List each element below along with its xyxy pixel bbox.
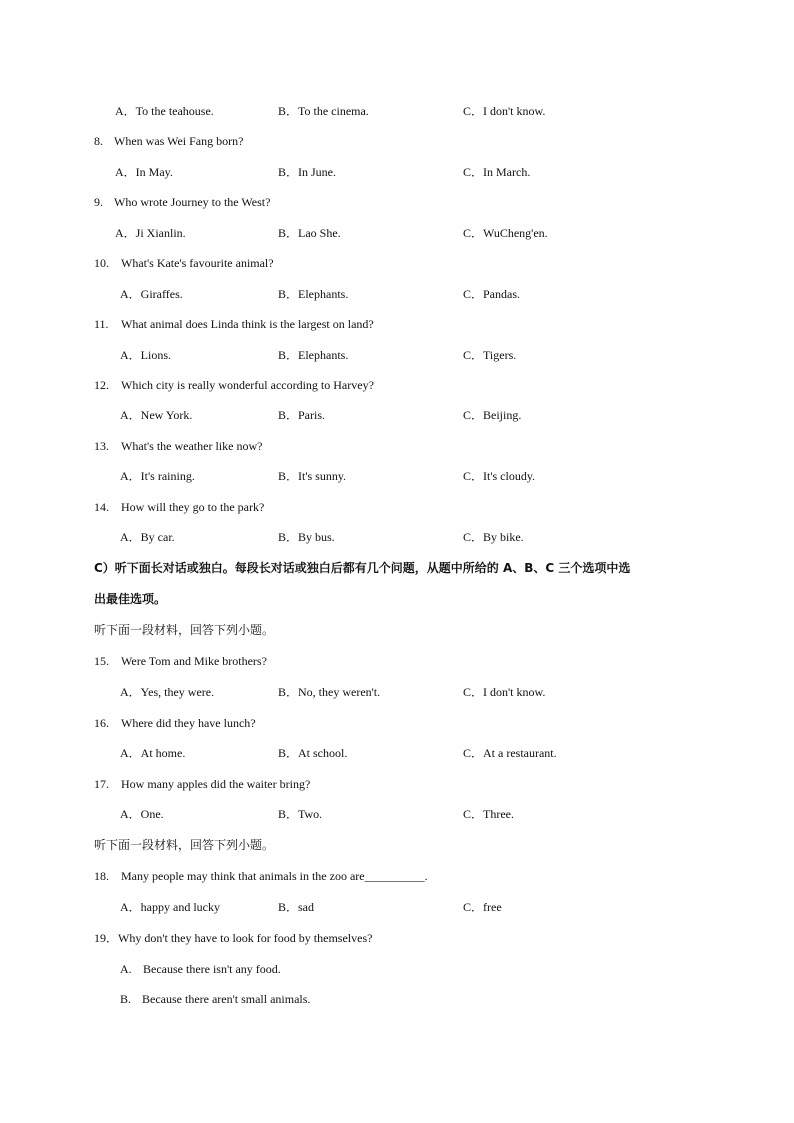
option-a[interactable]: A．It's raining. xyxy=(120,469,195,483)
question-number: 11. xyxy=(94,317,109,331)
instruction-text: 听下面一段材料，回答下列小题。 xyxy=(94,623,275,637)
suboption-text: Because there aren't small animals. xyxy=(142,992,311,1006)
option-c[interactable]: C．It's cloudy. xyxy=(463,469,536,483)
question-number: 9. xyxy=(94,195,103,209)
option-a[interactable]: A．Yes, they were. xyxy=(120,685,215,699)
option-a[interactable]: A．To the teahouse. xyxy=(115,104,214,118)
question-text: What animal does Linda think is the largest on land? xyxy=(121,317,374,331)
suboption-text: Because there isn't any food. xyxy=(143,962,281,976)
section-heading-continued: 出最佳选项。 xyxy=(94,592,167,606)
option-c[interactable]: C．WuCheng'en. xyxy=(463,226,548,240)
option-b[interactable]: B．Elephants. xyxy=(278,287,349,301)
question-text: How will they go to the park? xyxy=(121,500,265,514)
question-number: 17. xyxy=(94,777,109,791)
option-a[interactable]: A．Lions. xyxy=(120,348,172,362)
option-c[interactable]: C．I don't know. xyxy=(463,104,546,118)
question-text: Where did they have lunch? xyxy=(121,716,256,730)
option-c[interactable]: C．In March. xyxy=(463,165,531,179)
option-a[interactable]: A．In May. xyxy=(115,165,173,179)
question-number: 18. xyxy=(94,869,109,883)
option-a[interactable]: A．New York. xyxy=(120,408,193,422)
question-text: When was Wei Fang born? xyxy=(114,134,244,148)
option-c[interactable]: C．free xyxy=(463,900,502,914)
question-text: How many apples did the waiter bring? xyxy=(121,777,311,791)
question-number: 12. xyxy=(94,378,109,392)
option-c[interactable]: C．Pandas. xyxy=(463,287,521,301)
option-a[interactable]: A．Ji Xianlin. xyxy=(115,226,186,240)
question-text: 19．Why don't they have to look for food by themselves? xyxy=(94,931,373,945)
suboption-label: B. xyxy=(120,992,132,1006)
instruction-text: 听下面一段材料，回答下列小题。 xyxy=(94,838,275,852)
question-number: 15. xyxy=(94,654,109,668)
question-text: What's the weather like now? xyxy=(121,439,263,453)
question-number: 16. xyxy=(94,716,109,730)
option-b[interactable]: B．Paris. xyxy=(278,408,326,422)
question-text: Who wrote Journey to the West? xyxy=(114,195,271,209)
question-text: Were Tom and Mike brothers? xyxy=(121,654,267,668)
option-b[interactable]: B．In June. xyxy=(278,165,336,179)
question-number: 8. xyxy=(94,134,103,148)
option-a[interactable]: A．By car. xyxy=(120,530,175,544)
section-heading: C）听下面长对话或独白。每段长对话或独白后都有几个问题，从题中所给的 A、B、C 三个选项中选 xyxy=(94,561,631,575)
question-text: Many people may think that animals in the zoo are__________. xyxy=(121,869,428,883)
suboption-label: A. xyxy=(120,962,132,976)
option-c[interactable]: C．By bike. xyxy=(463,530,524,544)
option-b[interactable]: B．Elephants. xyxy=(278,348,349,362)
option-b[interactable]: B．It's sunny. xyxy=(278,469,347,483)
option-b[interactable]: B．By bus. xyxy=(278,530,335,544)
option-b[interactable]: B．Two. xyxy=(278,807,323,821)
option-c[interactable]: C．I don't know. xyxy=(463,685,546,699)
option-b[interactable]: B．No, they weren't. xyxy=(278,685,381,699)
option-a[interactable]: A．Giraffes. xyxy=(120,287,183,301)
question-number: 13. xyxy=(94,439,109,453)
option-b[interactable]: B．To the cinema. xyxy=(278,104,369,118)
option-b[interactable]: B．Lao She. xyxy=(278,226,341,240)
option-b[interactable]: B．At school. xyxy=(278,746,348,760)
option-a[interactable]: A．One. xyxy=(120,807,164,821)
question-text: Which city is really wonderful according to Harvey? xyxy=(121,378,374,392)
option-a[interactable]: A．At home. xyxy=(120,746,186,760)
option-c[interactable]: C．Beijing. xyxy=(463,408,522,422)
option-c[interactable]: C．At a restaurant. xyxy=(463,746,557,760)
question-text: What's Kate's favourite animal? xyxy=(121,256,274,270)
question-number: 14. xyxy=(94,500,109,514)
question-number: 10. xyxy=(94,256,109,270)
option-c[interactable]: C．Tigers. xyxy=(463,348,517,362)
option-b[interactable]: B．sad xyxy=(278,900,315,914)
option-a[interactable]: A．happy and lucky xyxy=(120,900,220,914)
option-c[interactable]: C．Three. xyxy=(463,807,514,821)
